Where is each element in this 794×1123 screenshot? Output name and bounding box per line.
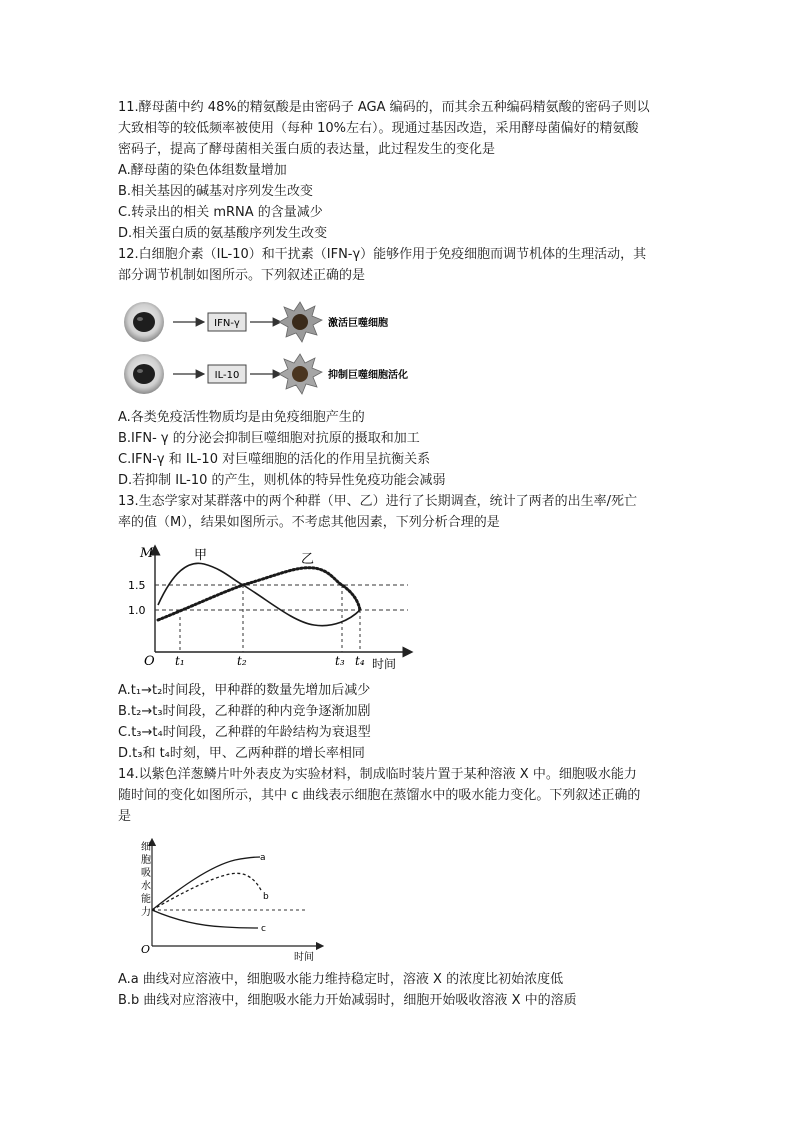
q11-option-a: A.酵母菌的染色体组数量增加 xyxy=(118,163,287,178)
y-tick-1-5: 1.5 xyxy=(128,579,146,592)
curve-c-line xyxy=(152,910,258,928)
curve-b-line xyxy=(152,873,262,910)
immune-cell-1 xyxy=(124,302,164,342)
q11-stem-line-3: 密码子，提高了酵母菌相关蛋白质的表达量，此过程发生的变化是 xyxy=(118,142,496,157)
y-axis-label: M xyxy=(140,546,154,561)
q13-option-a: A.t₁→t₂时间段，甲种群的数量先增加后减少 xyxy=(118,683,371,698)
y-axis-label-char-1: 细 xyxy=(141,842,151,853)
series-yi-line xyxy=(158,568,360,620)
q11-option-c: C.转录出的相关 mRNA 的含量减少 xyxy=(118,205,323,220)
x-axis-label: 时间 xyxy=(372,657,397,671)
q13-option-b: B.t₂→t₃时间段，乙种群的种内竞争逐渐加剧 xyxy=(118,704,371,719)
q14-stem-line-1: 14.以紫色洋葱鳞片叶外表皮为实验材料，制成临时装片置于某种溶液 X 中。细胞吸水能力 xyxy=(118,767,637,782)
q14-option-a: A.a 曲线对应溶液中，细胞吸水能力维持稳定时，溶液 X 的浓度比初始浓度低 xyxy=(118,972,564,987)
inhibited-macrophage-icon xyxy=(279,354,322,394)
origin-label: O xyxy=(141,943,151,956)
q14-stem-line-2: 随时间的变化如图所示，其中 c 曲线表示细胞在蒸馏水中的吸水能力变化。下列叙述正确的 xyxy=(118,788,641,803)
q14-option-b: B.b 曲线对应溶液中，细胞吸水能力开始减弱时，细胞开始吸收溶液 X 中的溶质 xyxy=(118,993,577,1008)
y-axis-label-char-2: 胞 xyxy=(141,855,151,866)
immune-regulation-figure xyxy=(118,292,428,406)
q13-option-c: C.t₃→t₄时间段，乙种群的年龄结构为衰退型 xyxy=(118,725,371,740)
q12-option-a: A.各类免疫活性物质均是由免疫细胞产生的 xyxy=(118,410,365,425)
x-tick-t1: t₁ xyxy=(175,654,185,668)
q12-stem-line-2: 部分调节机制如图所示。下列叙述正确的是 xyxy=(118,268,366,283)
series-jia-label: 甲 xyxy=(194,548,208,563)
x-tick-t4: t₄ xyxy=(355,654,365,668)
q14-stem-line-3: 是 xyxy=(118,809,132,824)
y-axis-label-char-3: 吸 xyxy=(141,868,151,879)
q12-option-b: B.IFN- γ 的分泌会抑制巨噬细胞对抗原的摄取和加工 xyxy=(118,431,420,446)
curve-b-label: b xyxy=(263,892,269,902)
q13-stem-line-2: 率的值（M），结果如图所示。不考虑其他因素，下列分析合理的是 xyxy=(118,515,500,530)
q13-stem-line-1: 13.生态学家对某群落中的两个种群（甲、乙）进行了长期调查，统计了两者的出生率/死亡 xyxy=(118,494,638,509)
il10-box-label: IL-10 xyxy=(214,370,240,381)
curve-a-label: a xyxy=(260,853,266,863)
y-tick-1-0: 1.0 xyxy=(128,604,146,617)
x-tick-t2: t₂ xyxy=(237,654,247,668)
q11-stem-line-1: 11.酵母菌中约 48%的精氨酸是由密码子 AGA 编码的，而其余五种编码精氨酸的密码子则以 xyxy=(118,100,650,115)
y-axis-label-char-6: 力 xyxy=(141,907,151,918)
curve-c-label: c xyxy=(261,924,266,934)
label-inhibit-macrophage: 抑制巨噬细胞活化 xyxy=(328,370,408,381)
origin-label: O xyxy=(144,654,155,669)
q11-option-d: D.相关蛋白质的氨基酸序列发生改变 xyxy=(118,226,328,241)
q11-option-b: B.相关基因的碱基对序列发生改变 xyxy=(118,184,314,199)
q12-stem-line-1: 12.白细胞介素（IL-10）和干扰素（IFN-γ）能够作用于免疫细胞而调节机体的生理活动，其 xyxy=(118,247,647,262)
y-axis-label-char-5: 能 xyxy=(141,894,151,905)
q12-option-c: C.IFN-γ 和 IL-10 对巨噬细胞的活化的作用呈抗衡关系 xyxy=(118,452,431,467)
series-yi-label: 乙 xyxy=(301,552,315,567)
birth-death-ratio-chart xyxy=(118,542,418,672)
q11-stem-line-2: 大致相等的较低频率被使用（每种 10%左右）。现通过基因改造，采用酵母菌偏好的精氨酸 xyxy=(118,121,639,136)
q12-option-d: D.若抑制 IL-10 的产生，则机体的特异性免疫功能会减弱 xyxy=(118,473,446,488)
water-absorption-chart xyxy=(140,836,330,964)
x-axis-label: 时间 xyxy=(294,952,314,963)
curve-a-line xyxy=(152,857,260,910)
ifn-box-label: IFN-γ xyxy=(214,318,240,329)
activated-macrophage-icon xyxy=(279,302,322,342)
label-activate-macrophage: 激活巨噬细胞 xyxy=(328,318,388,329)
x-tick-t3: t₃ xyxy=(335,654,345,668)
immune-cell-2 xyxy=(124,354,164,394)
q13-option-d: D.t₃和 t₄时刻，甲、乙两种群的增长率相同 xyxy=(118,746,365,761)
y-axis-label-char-4: 水 xyxy=(141,881,151,892)
